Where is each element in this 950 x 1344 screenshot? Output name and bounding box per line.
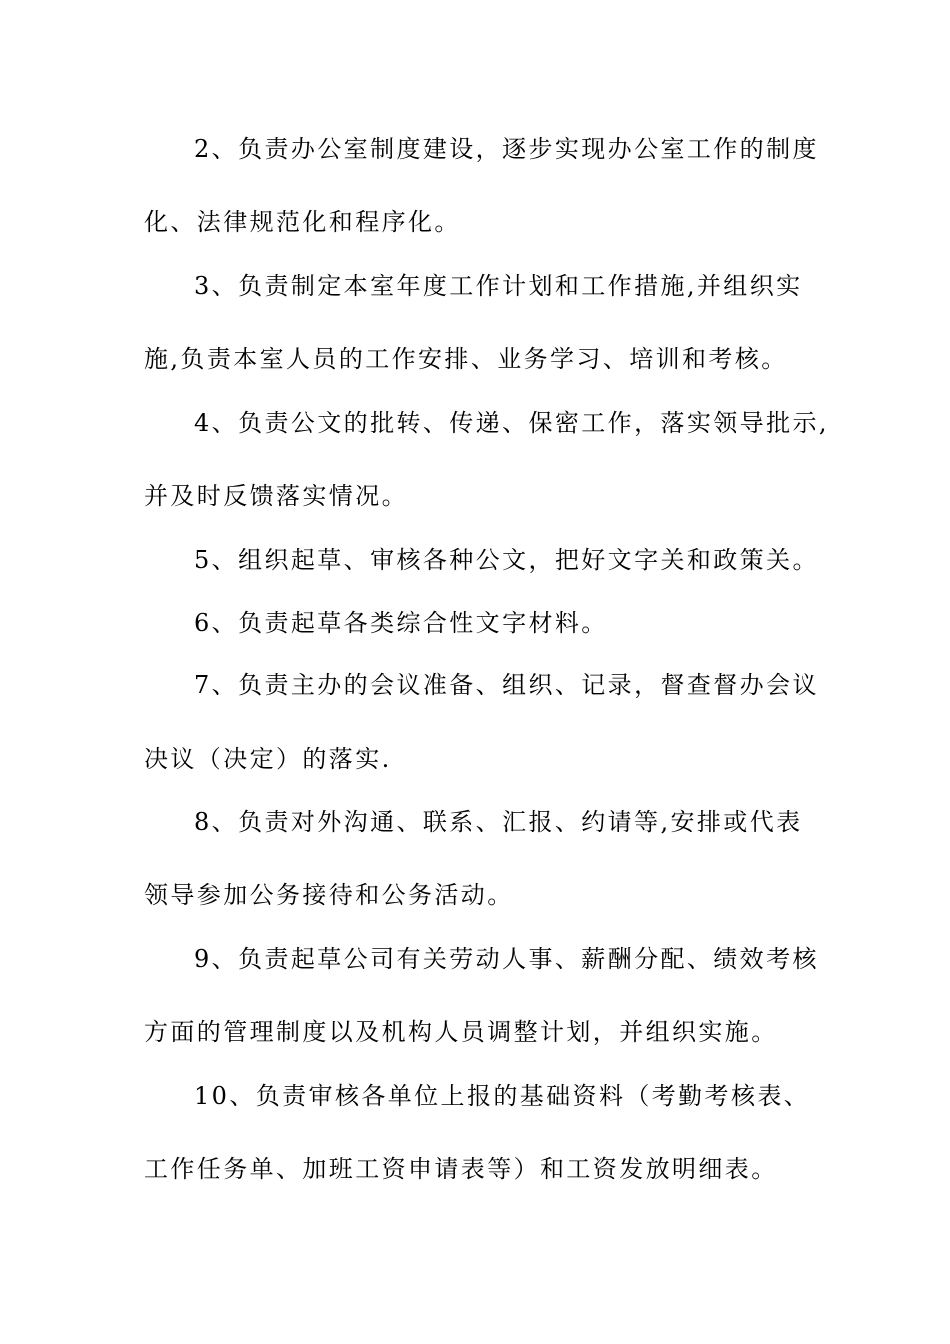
item-2-line-2: 化、法律规范化和程序化。 <box>144 208 461 236</box>
item-4-line-2: 并及时反馈落实情况。 <box>144 482 408 510</box>
item-6-line-1: 6、负责起草各类综合性文字材料。 <box>194 609 608 637</box>
item-2-line-1: 2、负责办公室制度建设，逐步实现办公室工作的制度 <box>194 135 819 163</box>
item-10-line-2: 工作任务单、加班工资申请表等）和工资发放明细表。 <box>144 1155 778 1183</box>
item-4-line-1: 4、负责公文的批转、传递、保密工作，落实领导批示, <box>194 409 829 437</box>
item-7-line-1: 7、负责主办的会议准备、组织、记录，督查督办会议 <box>194 671 819 699</box>
item-3-line-2: 施,负责本室人员的工作安排、业务学习、培训和考核。 <box>144 345 788 373</box>
item-8-line-2: 领导参加公务接待和公务活动。 <box>144 881 514 909</box>
item-8-line-1: 8、负责对外沟通、联系、汇报、约请等,安排或代表 <box>194 808 803 836</box>
item-3-line-1: 3、负责制定本室年度工作计划和工作措施,并组织实 <box>194 272 803 300</box>
item-9-line-2: 方面的管理制度以及机构人员调整计划，并组织实施。 <box>144 1018 778 1046</box>
item-5-line-1: 5、组织起草、审核各种公文，把好文字关和政策关。 <box>194 546 819 574</box>
item-9-line-1: 9、负责起草公司有关劳动人事、薪酬分配、绩效考核 <box>194 945 819 973</box>
item-10-line-1: 10、负责审核各单位上报的基础资料（考勤考核表、 <box>194 1082 811 1110</box>
item-7-line-2: 决议（决定）的落实. <box>144 745 392 773</box>
